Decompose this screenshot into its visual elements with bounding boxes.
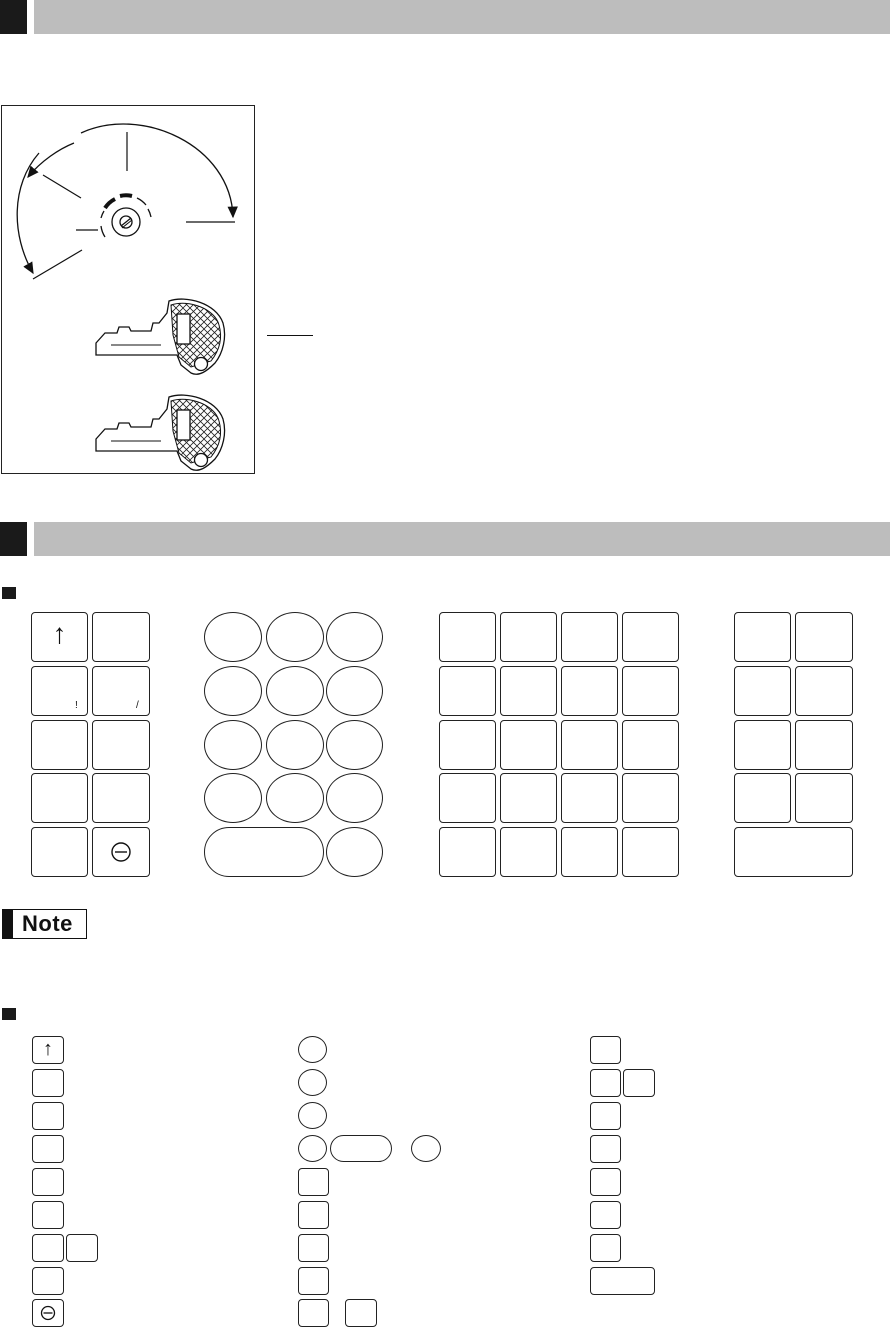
note-label: Note <box>22 911 73 936</box>
legend-minus-key <box>32 1299 64 1327</box>
numeric-key[interactable] <box>326 666 383 716</box>
total-key[interactable] <box>734 827 853 877</box>
department-key[interactable] <box>622 720 679 770</box>
legend-key <box>66 1234 98 1262</box>
subsection-keyboard-marker <box>2 587 16 599</box>
legend-double-zero-key <box>330 1135 392 1162</box>
department-key[interactable] <box>439 827 496 877</box>
numeric-key[interactable] <box>326 773 383 823</box>
keyboard-key[interactable] <box>31 720 88 770</box>
legend-total-key <box>590 1267 655 1295</box>
minus-key[interactable] <box>92 827 150 877</box>
legend-key <box>298 1201 329 1229</box>
mode-switch-dial-illustration <box>1 105 255 474</box>
department-key[interactable] <box>439 720 496 770</box>
numeric-key[interactable] <box>326 612 383 662</box>
function-key[interactable] <box>795 612 853 662</box>
legend-key <box>298 1168 329 1196</box>
double-zero-key[interactable] <box>204 827 324 877</box>
legend-key <box>298 1299 329 1327</box>
numeric-key[interactable] <box>266 666 324 716</box>
legend-key <box>623 1069 655 1097</box>
legend-numeric-key <box>411 1135 441 1162</box>
keyboard-key[interactable] <box>92 612 150 662</box>
legend-key <box>32 1168 64 1196</box>
department-key[interactable] <box>622 666 679 716</box>
section-1-header-bar <box>34 0 890 34</box>
numeric-key[interactable] <box>326 827 383 877</box>
department-key[interactable] <box>561 720 618 770</box>
department-key[interactable] <box>439 612 496 662</box>
department-key[interactable] <box>500 720 557 770</box>
function-key[interactable] <box>795 720 853 770</box>
keyboard-key[interactable] <box>31 827 88 877</box>
department-key[interactable] <box>500 612 557 662</box>
legend-key <box>298 1234 329 1262</box>
key-mark-slash: / <box>136 700 139 711</box>
function-key[interactable] <box>734 720 791 770</box>
legend-key <box>32 1234 64 1262</box>
legend-key <box>590 1201 621 1229</box>
subsection-key-names-marker <box>2 1008 16 1020</box>
key-mark-exclaim: ! <box>75 700 78 711</box>
department-key[interactable] <box>622 827 679 877</box>
department-key[interactable] <box>622 773 679 823</box>
department-key[interactable] <box>439 666 496 716</box>
legend-key <box>590 1168 621 1196</box>
legend-key <box>32 1267 64 1295</box>
minus-circle-icon <box>92 827 150 877</box>
numeric-key[interactable] <box>204 612 262 662</box>
function-key[interactable] <box>795 773 853 823</box>
note-badge <box>2 909 87 939</box>
department-key[interactable] <box>561 666 618 716</box>
function-key[interactable] <box>734 773 791 823</box>
numeric-key[interactable] <box>204 773 262 823</box>
keyboard-key[interactable] <box>31 666 88 716</box>
keyboard-key[interactable] <box>31 773 88 823</box>
up-arrow-icon: ↑ <box>52 618 67 649</box>
minus-circle-icon <box>32 1299 64 1327</box>
key-leader-line <box>267 335 313 336</box>
note-badge-marker <box>3 910 13 938</box>
keyboard-key[interactable] <box>92 720 150 770</box>
legend-key <box>298 1267 329 1295</box>
legend-numeric-key <box>298 1102 327 1129</box>
legend-key <box>32 1135 64 1163</box>
function-key[interactable] <box>734 612 791 662</box>
section-1-marker <box>0 0 27 34</box>
numeric-key[interactable] <box>266 773 324 823</box>
legend-key <box>32 1201 64 1229</box>
legend-numeric-key <box>298 1135 327 1162</box>
numeric-key[interactable] <box>266 720 324 770</box>
legend-key <box>590 1135 621 1163</box>
department-key[interactable] <box>561 612 618 662</box>
department-key[interactable] <box>500 827 557 877</box>
function-key[interactable] <box>734 666 791 716</box>
department-key[interactable] <box>439 773 496 823</box>
department-key[interactable] <box>622 612 679 662</box>
section-2-header-bar <box>34 522 890 556</box>
section-2-marker <box>0 522 27 556</box>
legend-receipt-feed-key <box>32 1036 64 1064</box>
keyboard-key[interactable] <box>92 666 150 716</box>
numeric-key[interactable] <box>326 720 383 770</box>
function-key[interactable] <box>795 666 853 716</box>
up-arrow-icon: ↑ <box>43 1038 53 1060</box>
legend-key <box>345 1299 377 1327</box>
mode-switch-illustration-frame <box>1 105 255 474</box>
numeric-key[interactable] <box>266 612 324 662</box>
legend-key <box>590 1069 621 1097</box>
legend-key <box>32 1102 64 1130</box>
receipt-feed-key[interactable] <box>31 612 88 662</box>
legend-key <box>590 1036 621 1064</box>
keyboard-key[interactable] <box>92 773 150 823</box>
legend-numeric-key <box>298 1069 327 1096</box>
department-key[interactable] <box>561 827 618 877</box>
department-key[interactable] <box>500 773 557 823</box>
legend-key <box>590 1102 621 1130</box>
legend-numeric-key <box>298 1036 327 1063</box>
legend-key <box>590 1234 621 1262</box>
numeric-key[interactable] <box>204 666 262 716</box>
legend-key <box>32 1069 64 1097</box>
department-key[interactable] <box>561 773 618 823</box>
department-key[interactable] <box>500 666 557 716</box>
numeric-key[interactable] <box>204 720 262 770</box>
